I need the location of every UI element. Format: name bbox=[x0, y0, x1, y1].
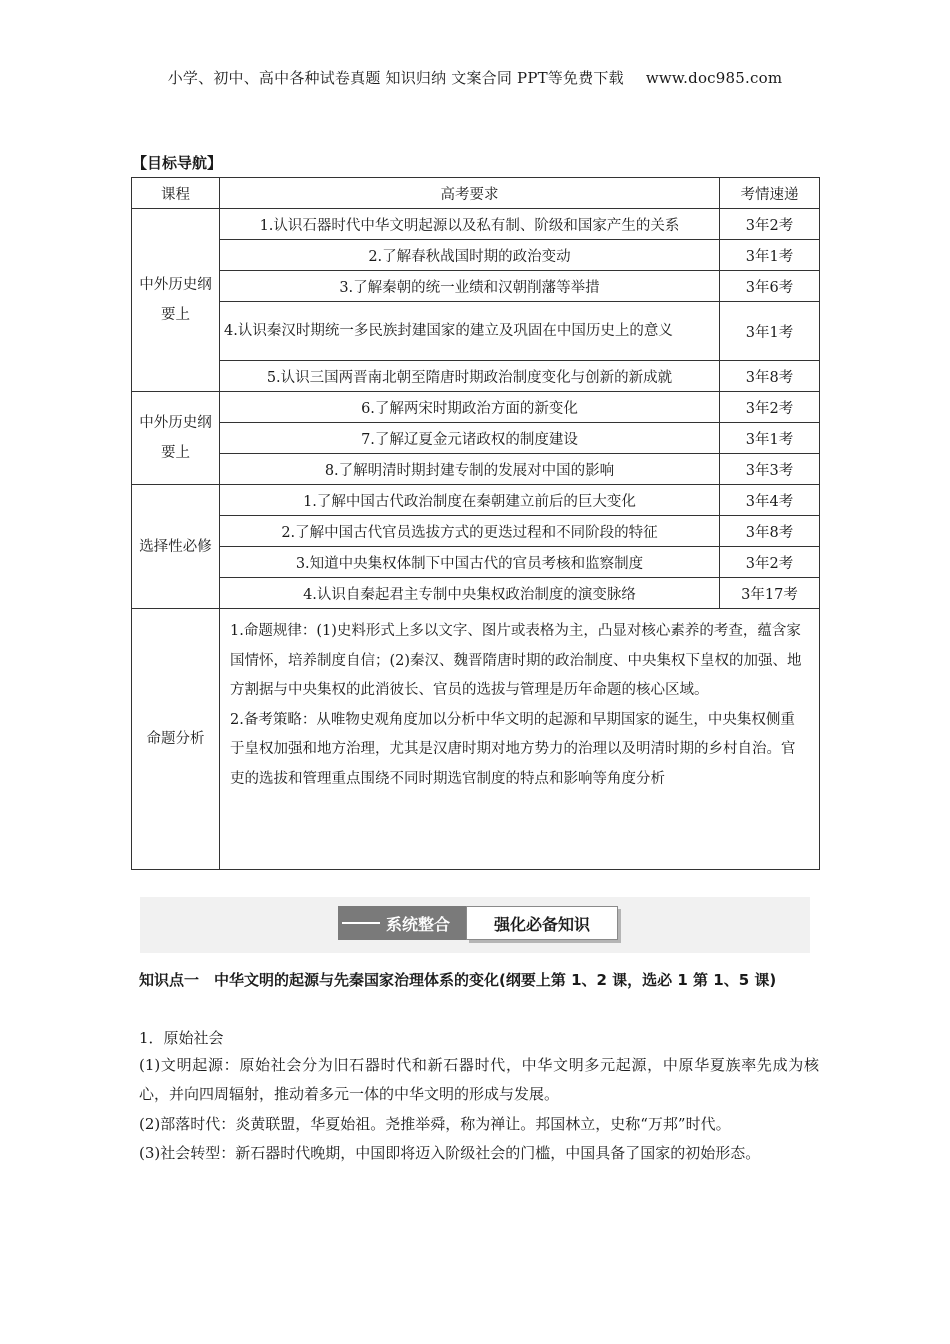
requirement-cell: 3.知道中央集权体制下中国古代的官员考核和监察制度 bbox=[220, 547, 720, 578]
course-cell: 中外历史纲要上 bbox=[132, 209, 220, 392]
table-row bbox=[132, 454, 820, 485]
stat-cell: 3年8考 bbox=[720, 516, 820, 547]
section-title-nav: 【目标导航】 bbox=[132, 154, 223, 172]
analysis-cell bbox=[220, 609, 820, 870]
requirement-cell: 7.了解辽夏金元诸政权的制度建设 bbox=[220, 423, 720, 454]
stat-cell: 3年1考 bbox=[720, 240, 820, 271]
requirement-cell: 4.认识自秦起君主专制中央集权政治制度的演变脉络 bbox=[220, 578, 720, 609]
table-row bbox=[132, 516, 820, 547]
requirement-cell: 3.了解秦朝的统一业绩和汉朝削藩等举措 bbox=[220, 271, 720, 302]
requirement-cell: 4.认识秦汉时期统一多民族封建国家的建立及巩固在中国历史上的意义 bbox=[220, 302, 720, 361]
paragraph-item: (3)社会转型：新石器时代晚期，中国即将迈入阶级社会的门槛，中国具备了国家的初始形态。 bbox=[139, 1144, 761, 1162]
course-cell: 中外历史纲要上 bbox=[132, 392, 220, 485]
banner-left bbox=[338, 906, 466, 940]
stat-cell: 3年2考 bbox=[720, 392, 820, 423]
table-row bbox=[132, 423, 820, 454]
requirement-cell: 8.了解明清时期封建专制的发展对中国的影响 bbox=[220, 454, 720, 485]
stat-cell: 3年4考 bbox=[720, 485, 820, 516]
knowledge-point-title: 知识点一 中华文明的起源与先秦国家治理体系的变化(纲要上第 1、2 课，选必 1 第 1、5 课) bbox=[139, 971, 777, 989]
stat-cell: 3年1考 bbox=[720, 302, 820, 361]
section-banner bbox=[338, 906, 618, 940]
table-row bbox=[132, 485, 820, 516]
table-row bbox=[132, 547, 820, 578]
requirement-cell: 1.认识石器时代中华文明起源以及私有制、阶级和国家产生的关系 bbox=[220, 209, 720, 240]
requirements-table bbox=[131, 177, 820, 870]
table-row bbox=[132, 302, 820, 361]
requirement-cell: 2.了解中国古代官员选拔方式的更迭过程和不同阶段的特征 bbox=[220, 516, 720, 547]
stat-cell: 3年3考 bbox=[720, 454, 820, 485]
banner-left-label: 系统整合 bbox=[386, 914, 451, 934]
table-row bbox=[132, 578, 820, 609]
requirement-cell: 5.认识三国两晋南北朝至隋唐时期政治制度变化与创新的新成就 bbox=[220, 361, 720, 392]
page-header bbox=[0, 67, 950, 88]
col-header-requirement: 高考要求 bbox=[220, 178, 720, 209]
course-cell: 选择性必修 bbox=[132, 485, 220, 609]
table-row bbox=[132, 240, 820, 271]
paragraph-item: (1)文明起源：原始社会分为旧石器时代和新石器时代，中华文明多元起源，中原华夏族率先成为核心，并向四周辐射，推动着多元一体的中华文明的形成与发展。 bbox=[139, 1056, 819, 1103]
stat-cell: 3年2考 bbox=[720, 209, 820, 240]
banner-right-label: 强化必备知识 bbox=[493, 914, 590, 934]
analysis-paragraph-1: 1.命题规律：(1)史料形式上多以文字、图片或表格为主，凸显对核心素养的考查，蕴含家国情怀，培养制度自信；(2)秦汉、魏晋隋唐时期的政治制度、中央集权下皇权的加强、地方割据与中央集权的此消彼长、官员的选拔与管理是历年命题的核心区域。 bbox=[230, 623, 802, 698]
col-header-stats: 考情速递 bbox=[720, 178, 820, 209]
banner-right bbox=[466, 906, 618, 940]
table-row bbox=[132, 271, 820, 302]
requirement-cell: 2.了解春秋战国时期的政治变动 bbox=[220, 240, 720, 271]
table-row-analysis bbox=[132, 609, 820, 870]
header-text: 小学、初中、高中各种试卷真题 知识归纳 文案合同 PPT等免费下载 bbox=[167, 69, 624, 87]
stat-cell: 3年2考 bbox=[720, 547, 820, 578]
stat-cell: 3年6考 bbox=[720, 271, 820, 302]
table-row bbox=[132, 361, 820, 392]
table-row bbox=[132, 392, 820, 423]
table-header-row bbox=[132, 178, 820, 209]
requirement-cell: 6.了解两宋时期政治方面的新变化 bbox=[220, 392, 720, 423]
col-header-course: 课程 bbox=[132, 178, 220, 209]
paragraph-item: (2)部落时代：炎黄联盟，华夏始祖。尧推举舜，称为禅让。邦国林立，史称“万邦”时代。 bbox=[139, 1115, 731, 1133]
stat-cell: 3年8考 bbox=[720, 361, 820, 392]
banner-dash-icon bbox=[342, 922, 380, 924]
header-url[interactable]: www.doc985.com bbox=[645, 69, 783, 87]
section-heading: 1．原始社会 bbox=[139, 1029, 224, 1047]
requirement-cell: 1.了解中国古代政治制度在秦朝建立前后的巨大变化 bbox=[220, 485, 720, 516]
analysis-paragraph-2: 2.备考策略：从唯物史观角度加以分析中华文明的起源和早期国家的诞生，中央集权侧重于皇权加强和地方治理，尤其是汉唐时期对地方势力的治理以及明清时期的乡村自治。官吏的选拔和管理重点围绕不同时期选官制度的特点和影响等角度分析 bbox=[230, 711, 796, 787]
table-row bbox=[132, 209, 820, 240]
course-cell: 命题分析 bbox=[132, 609, 220, 870]
stat-cell: 3年17考 bbox=[720, 578, 820, 609]
stat-cell: 3年1考 bbox=[720, 423, 820, 454]
